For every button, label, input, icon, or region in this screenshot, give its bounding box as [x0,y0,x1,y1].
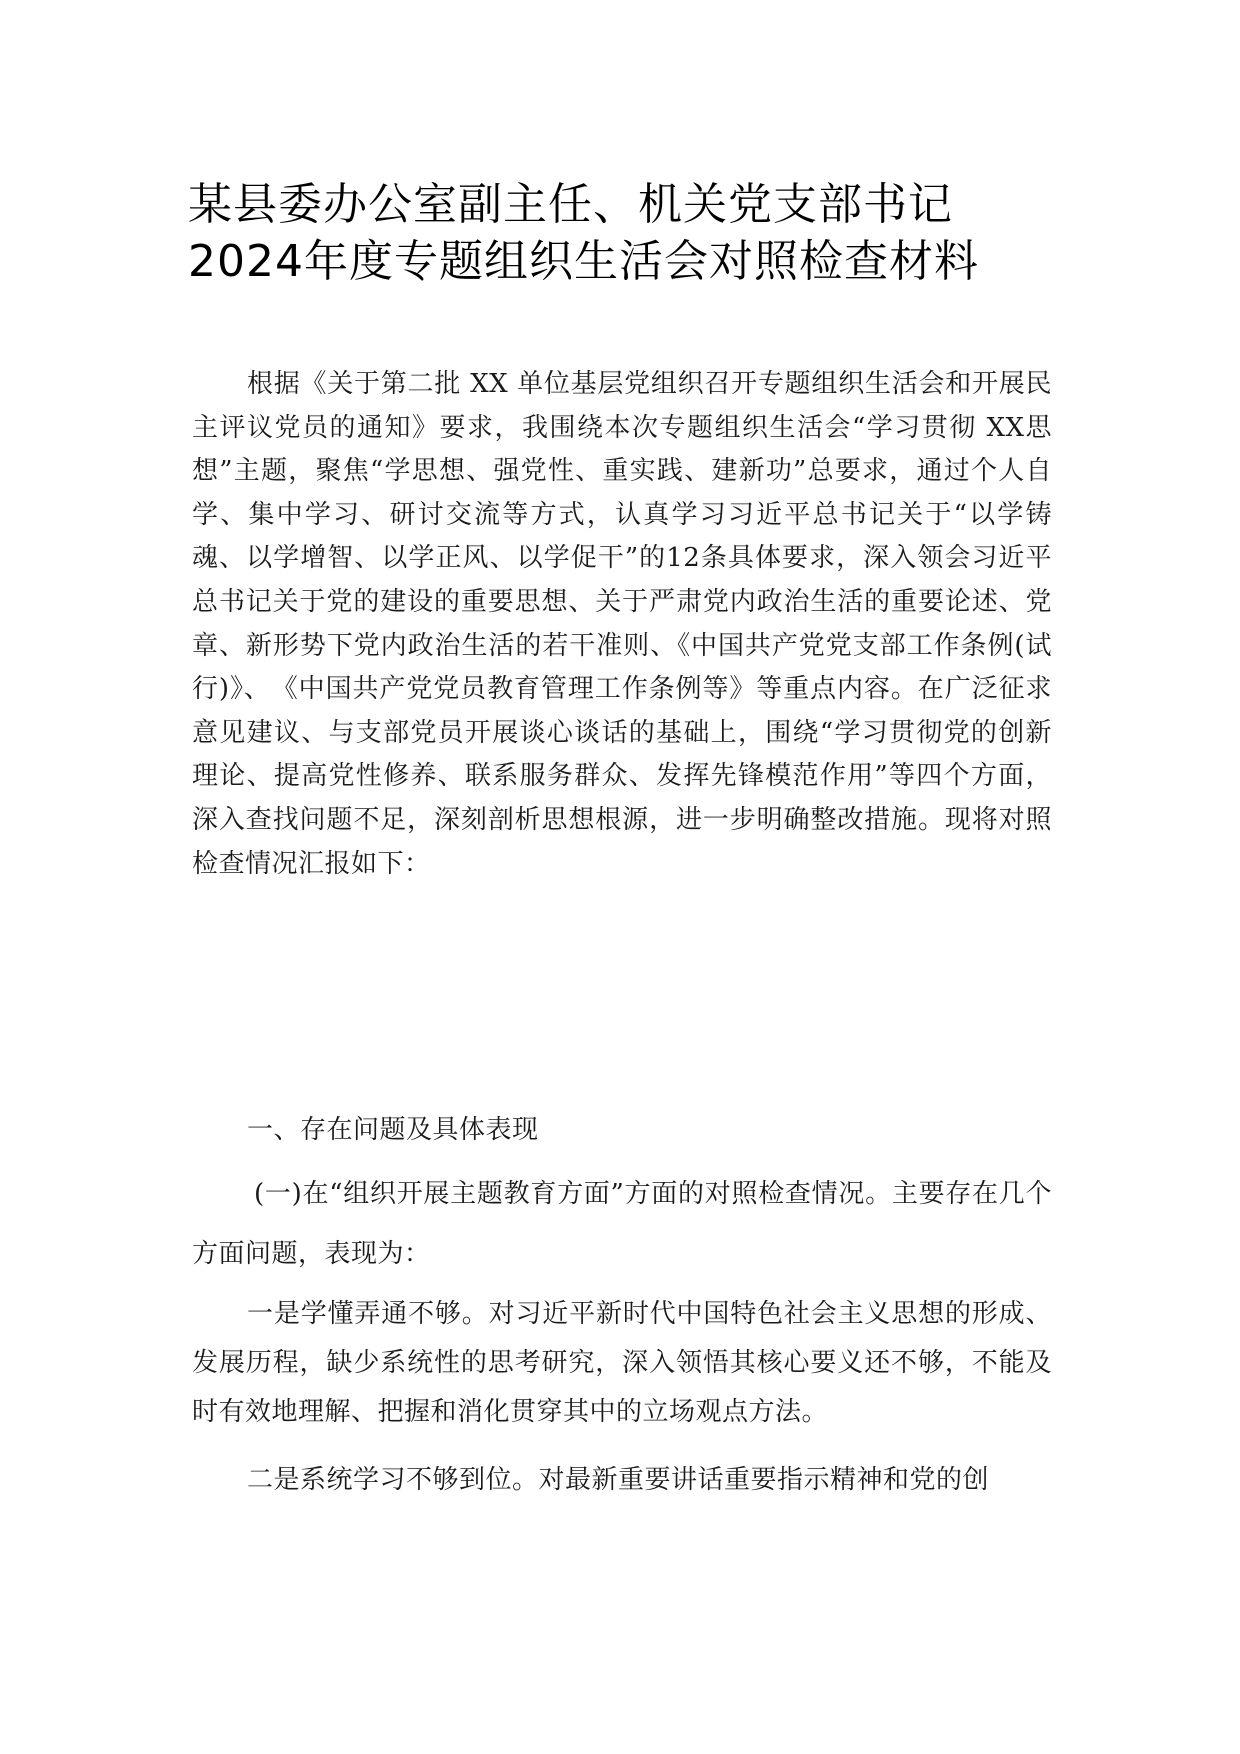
point-two-paragraph: 二是系统学习不够到位。对最新重要讲话重要指示精神和党的创 [247,1465,990,1495]
section-heading-block [192,1108,1107,1152]
point-one-paragraph: 一是学懂弄通不够。对习近平新时代中国特色社会主义思想的形成、发展历程，缺少系统性的思考研究，深入领悟其核心要义还不够，不能及时有效地理解、把握和消化贯穿其中的立场观点方法。 [192,1299,1052,1427]
point-two-block [192,1456,1052,1505]
intro-paragraph: 根据《关于第二批 XX 单位基层党组织召开专题组织生活会和开展民主评议党员的通知》要求，我围绕本次专题组织生活会“学习贯彻 XX思想”主题，聚焦“学思想、强党性、重实践、建新功”总要求，通过个人自学、集中学习、研讨交流等方式，认真学习习近平总书记关于“以学铸魂、以学增智、以学正风、以学促干”的12条具体要求，深入领会习近平总书记关于党的建设的重要思想、关于严肃党内政治生活的重要论述、党章、新形势下党内政治生活的若干准则、《中国共产党党支部工作条例(试行)》、 《中国共产党党员教育管理工作条例等》等重点内容。在广泛征求意见建议、与支部党员开展谈心谈话的基础上，围绕“学习贯彻党的创新理论、提高党性修养、联系服务群众、发挥先锋模范作用”等四个方面，深入查找问题不足，深刻剖析思想根源，进一步明确整改措施。现将对照检查情况汇报如下： [192,369,1052,879]
document-title: 某县委办公室副主任、机关党支部书记2024年度专题组织生活会对照检查材料 [188,179,979,287]
point-one-block [192,1290,1052,1437]
subsection-paragraph-block [192,1164,1052,1284]
subsection-paragraph: (一)在“组织开展主题教育方面”方面的对照检查情况。主要存在几个方面问题，表现为： [192,1179,1052,1269]
intro-paragraph-block [192,363,1052,886]
section-heading: 一、存在问题及具体表现 [247,1115,539,1145]
